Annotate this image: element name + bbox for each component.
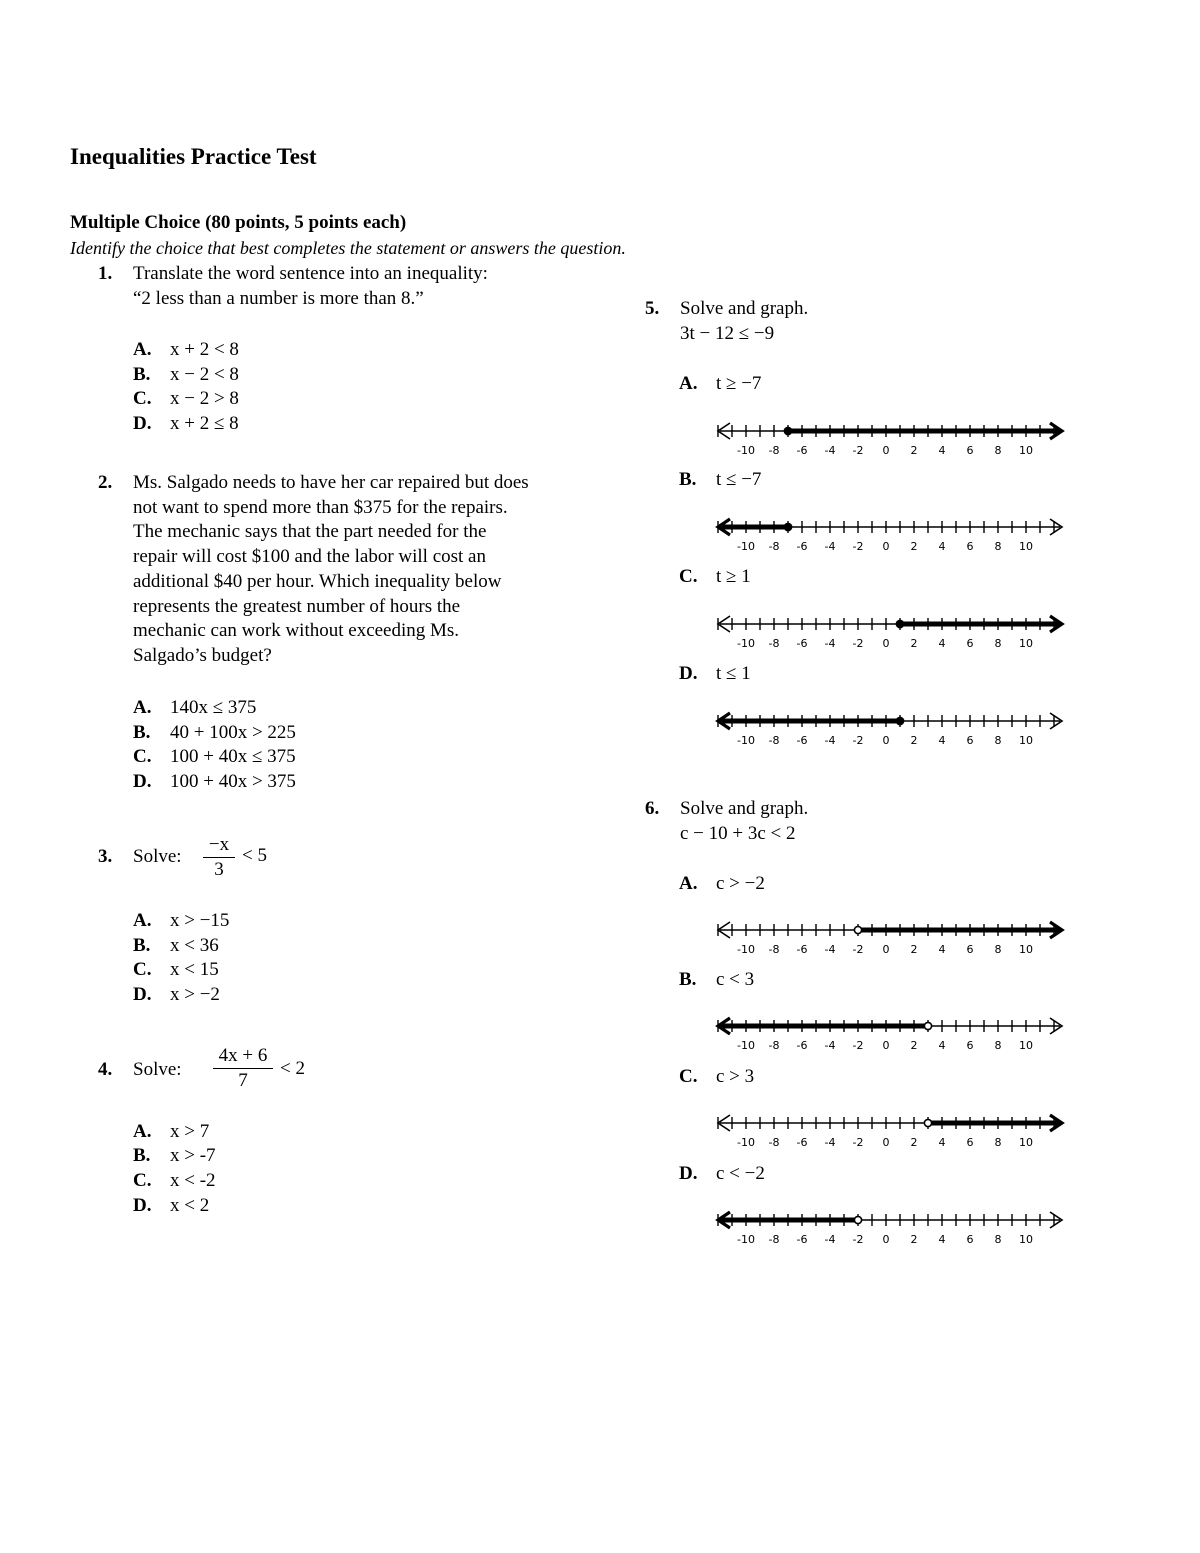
tick-label: -10 xyxy=(737,444,755,457)
question-text: repair will cost $100 and the labor will cost an xyxy=(133,546,486,568)
question-number: 5. xyxy=(645,298,660,319)
question-text: additional $40 per hour. Which inequality below xyxy=(133,570,502,592)
question-number: 2. xyxy=(98,472,113,493)
question-text: not want to spend more than $375 for the repairs. xyxy=(133,496,508,518)
tick-label: 0 xyxy=(882,1136,890,1149)
tick-label: -8 xyxy=(768,637,780,650)
tick-label: -2 xyxy=(852,444,864,457)
tick-label: -4 xyxy=(824,444,836,457)
fraction xyxy=(213,1045,273,1092)
number-line-6b xyxy=(710,1014,1072,1062)
choice-text: x > 7 xyxy=(170,1121,210,1142)
tick-label: -6 xyxy=(796,943,808,956)
choice-letter: C. xyxy=(133,746,152,767)
choice-letter: C. xyxy=(133,959,152,980)
choice-letter: A. xyxy=(679,373,698,394)
tick-label: -8 xyxy=(768,444,780,457)
tick-label: 4 xyxy=(938,1136,946,1149)
choice-letter: C. xyxy=(679,1066,698,1087)
number-line-6a xyxy=(710,918,1072,966)
tick-label: 8 xyxy=(994,540,1002,553)
tick-label: -10 xyxy=(737,1136,755,1149)
tick-label: 0 xyxy=(882,943,890,956)
closed-endpoint xyxy=(784,523,791,530)
tick-label: -8 xyxy=(768,734,780,747)
tick-label: 8 xyxy=(994,637,1002,650)
choice-text: c < 3 xyxy=(716,969,755,990)
tick-label: -2 xyxy=(852,540,864,553)
open-endpoint xyxy=(924,1022,931,1029)
number-line-6d xyxy=(710,1208,1072,1256)
choice-text: x > −15 xyxy=(170,910,230,931)
closed-endpoint xyxy=(784,427,791,434)
denominator: 3 xyxy=(214,859,224,880)
question-text: Solve: xyxy=(133,1059,182,1080)
tick-label: -10 xyxy=(737,734,755,747)
choice-letter: A. xyxy=(133,910,152,931)
tick-label: -8 xyxy=(768,1039,780,1052)
tick-label: -2 xyxy=(852,734,864,747)
numerator: 4x + 6 xyxy=(213,1045,273,1069)
tick-label: -10 xyxy=(737,540,755,553)
tick-label: 2 xyxy=(910,444,918,457)
inequality-rhs: < 5 xyxy=(242,845,267,866)
number-line-6c xyxy=(710,1111,1072,1159)
choice-letter: D. xyxy=(133,984,152,1005)
tick-label: 10 xyxy=(1019,540,1033,553)
choice-letter: B. xyxy=(133,364,151,385)
tick-label: -4 xyxy=(824,1039,836,1052)
choice-text: t ≥ 1 xyxy=(716,566,751,587)
choice-letter: A. xyxy=(133,1121,152,1142)
tick-label: -10 xyxy=(737,943,755,956)
choice-text: x − 2 < 8 xyxy=(170,364,239,385)
choice-letter: C. xyxy=(679,566,698,587)
open-endpoint xyxy=(854,1216,861,1223)
tick-label: 4 xyxy=(938,637,946,650)
choice-letter: B. xyxy=(679,469,697,490)
question-text: Translate the word sentence into an inequality: xyxy=(133,263,488,284)
choice-letter: B. xyxy=(679,969,697,990)
question-text: Salgado’s budget? xyxy=(133,644,272,666)
question-text: “2 less than a number is more than 8.” xyxy=(133,287,424,309)
choice-letter: B. xyxy=(133,722,151,743)
instructions: Identify the choice that best completes the statement or answers the question. xyxy=(70,238,626,258)
open-endpoint xyxy=(924,1119,931,1126)
tick-label: -8 xyxy=(768,943,780,956)
tick-label: 0 xyxy=(882,637,890,650)
question-number: 3. xyxy=(98,846,113,867)
tick-label: 6 xyxy=(966,943,974,956)
tick-label: 8 xyxy=(994,1136,1002,1149)
tick-label: 8 xyxy=(994,734,1002,747)
tick-label: 2 xyxy=(910,637,918,650)
choice-text: x + 2 < 8 xyxy=(170,339,239,360)
tick-label: -4 xyxy=(824,734,836,747)
tick-label: 8 xyxy=(994,444,1002,457)
tick-label: 4 xyxy=(938,540,946,553)
tick-label: 10 xyxy=(1019,444,1033,457)
tick-label: 2 xyxy=(910,943,918,956)
section-heading: Multiple Choice (80 points, 5 points each) xyxy=(70,212,407,233)
question-text: Solve and graph. xyxy=(680,798,809,819)
tick-label: -2 xyxy=(852,1233,864,1246)
tick-label: -6 xyxy=(796,540,808,553)
tick-label: -4 xyxy=(824,943,836,956)
tick-label: 10 xyxy=(1019,1039,1033,1052)
tick-label: -4 xyxy=(824,1136,836,1149)
closed-endpoint xyxy=(896,620,903,627)
choice-letter: A. xyxy=(133,339,152,360)
tick-label: -6 xyxy=(796,1039,808,1052)
tick-label: 6 xyxy=(966,734,974,747)
choice-letter: B. xyxy=(133,1145,151,1166)
tick-label: 2 xyxy=(910,1039,918,1052)
tick-label: 8 xyxy=(994,943,1002,956)
tick-label: -6 xyxy=(796,444,808,457)
tick-label: 4 xyxy=(938,444,946,457)
number-line-5a xyxy=(710,419,1072,467)
tick-label: -4 xyxy=(824,540,836,553)
choice-text: x < 36 xyxy=(170,935,219,956)
closed-endpoint xyxy=(896,717,903,724)
choice-text: x < -2 xyxy=(170,1170,216,1191)
tick-label: -6 xyxy=(796,1136,808,1149)
question-text: Solve: xyxy=(133,846,182,867)
choice-letter: D. xyxy=(679,663,698,684)
tick-label: 6 xyxy=(966,1233,974,1246)
choice-text: 40 + 100x > 225 xyxy=(170,722,296,743)
tick-label: 6 xyxy=(966,637,974,650)
tick-label: -4 xyxy=(824,637,836,650)
tick-label: -8 xyxy=(768,1136,780,1149)
page-title: Inequalities Practice Test xyxy=(70,144,317,169)
tick-label: -2 xyxy=(852,1136,864,1149)
choice-text: c > −2 xyxy=(716,873,765,894)
inequality-rhs: < 2 xyxy=(280,1058,305,1079)
tick-label: -2 xyxy=(852,637,864,650)
number-line-5d xyxy=(710,709,1072,757)
choice-letter: B. xyxy=(133,935,151,956)
question-number: 6. xyxy=(645,798,660,819)
choice-text: x < 2 xyxy=(170,1195,210,1216)
tick-label: -10 xyxy=(737,637,755,650)
tick-label: -6 xyxy=(796,637,808,650)
tick-label: 10 xyxy=(1019,637,1033,650)
tick-label: 10 xyxy=(1019,1136,1033,1149)
tick-label: -8 xyxy=(768,1233,780,1246)
tick-label: -6 xyxy=(796,1233,808,1246)
question-number: 1. xyxy=(98,263,113,284)
tick-label: -6 xyxy=(796,734,808,747)
number-line-5b xyxy=(710,515,1072,563)
question-text: Ms. Salgado needs to have her car repaired but does xyxy=(133,472,529,493)
choice-text: 100 + 40x > 375 xyxy=(170,771,296,792)
choice-text: t ≤ −7 xyxy=(716,469,762,490)
choice-text: x − 2 > 8 xyxy=(170,388,239,409)
choice-letter: C. xyxy=(133,1170,152,1191)
question-text: mechanic can work without exceeding Ms. xyxy=(133,620,460,642)
tick-label: -10 xyxy=(737,1233,755,1246)
choice-letter: D. xyxy=(133,413,152,434)
choice-text: x > -7 xyxy=(170,1145,216,1166)
choice-letter: C. xyxy=(133,388,152,409)
tick-label: -2 xyxy=(852,1039,864,1052)
choice-letter: A. xyxy=(133,697,152,718)
question-text: Solve and graph. xyxy=(680,298,809,319)
tick-label: 6 xyxy=(966,444,974,457)
tick-label: -8 xyxy=(768,540,780,553)
tick-label: 2 xyxy=(910,540,918,553)
choice-text: 100 + 40x ≤ 375 xyxy=(170,746,296,767)
open-endpoint xyxy=(854,926,861,933)
tick-label: 6 xyxy=(966,1039,974,1052)
tick-label: 4 xyxy=(938,943,946,956)
question-text: The mechanic says that the part needed for the xyxy=(133,521,487,543)
tick-label: 0 xyxy=(882,540,890,553)
tick-label: 6 xyxy=(966,1136,974,1149)
question-number: 4. xyxy=(98,1059,113,1080)
tick-label: 2 xyxy=(910,1136,918,1149)
tick-label: 10 xyxy=(1019,1233,1033,1246)
tick-label: 0 xyxy=(882,444,890,457)
question-text: represents the greatest number of hours the xyxy=(133,595,461,617)
tick-label: 6 xyxy=(966,540,974,553)
denominator: 7 xyxy=(238,1070,248,1091)
choice-text: 140x ≤ 375 xyxy=(170,697,257,718)
tick-label: 0 xyxy=(882,1233,890,1246)
tick-label: 0 xyxy=(882,734,890,747)
choice-letter: D. xyxy=(133,771,152,792)
tick-label: 8 xyxy=(994,1039,1002,1052)
fraction xyxy=(203,834,235,881)
question-text: 3t − 12 ≤ −9 xyxy=(680,322,775,344)
tick-label: 10 xyxy=(1019,734,1033,747)
numerator: −x xyxy=(203,834,235,858)
choice-text: c > 3 xyxy=(716,1066,755,1087)
tick-label: 2 xyxy=(910,734,918,747)
tick-label: -10 xyxy=(737,1039,755,1052)
tick-label: 4 xyxy=(938,734,946,747)
choice-text: t ≤ 1 xyxy=(716,663,751,684)
tick-label: 4 xyxy=(938,1039,946,1052)
choice-text: x + 2 ≤ 8 xyxy=(170,413,239,434)
choice-letter: A. xyxy=(679,873,698,894)
tick-label: -4 xyxy=(824,1233,836,1246)
tick-label: 8 xyxy=(994,1233,1002,1246)
number-line-5c xyxy=(710,612,1072,660)
choice-text: c < −2 xyxy=(716,1163,765,1184)
question-text: c − 10 + 3c < 2 xyxy=(680,822,796,844)
tick-label: 0 xyxy=(882,1039,890,1052)
tick-label: 2 xyxy=(910,1233,918,1246)
choice-letter: D. xyxy=(679,1163,698,1184)
choice-text: x > −2 xyxy=(170,984,220,1005)
choice-text: t ≥ −7 xyxy=(716,373,762,394)
tick-label: -2 xyxy=(852,943,864,956)
choice-letter: D. xyxy=(133,1195,152,1216)
tick-label: 4 xyxy=(938,1233,946,1246)
tick-label: 10 xyxy=(1019,943,1033,956)
choice-text: x < 15 xyxy=(170,959,219,980)
